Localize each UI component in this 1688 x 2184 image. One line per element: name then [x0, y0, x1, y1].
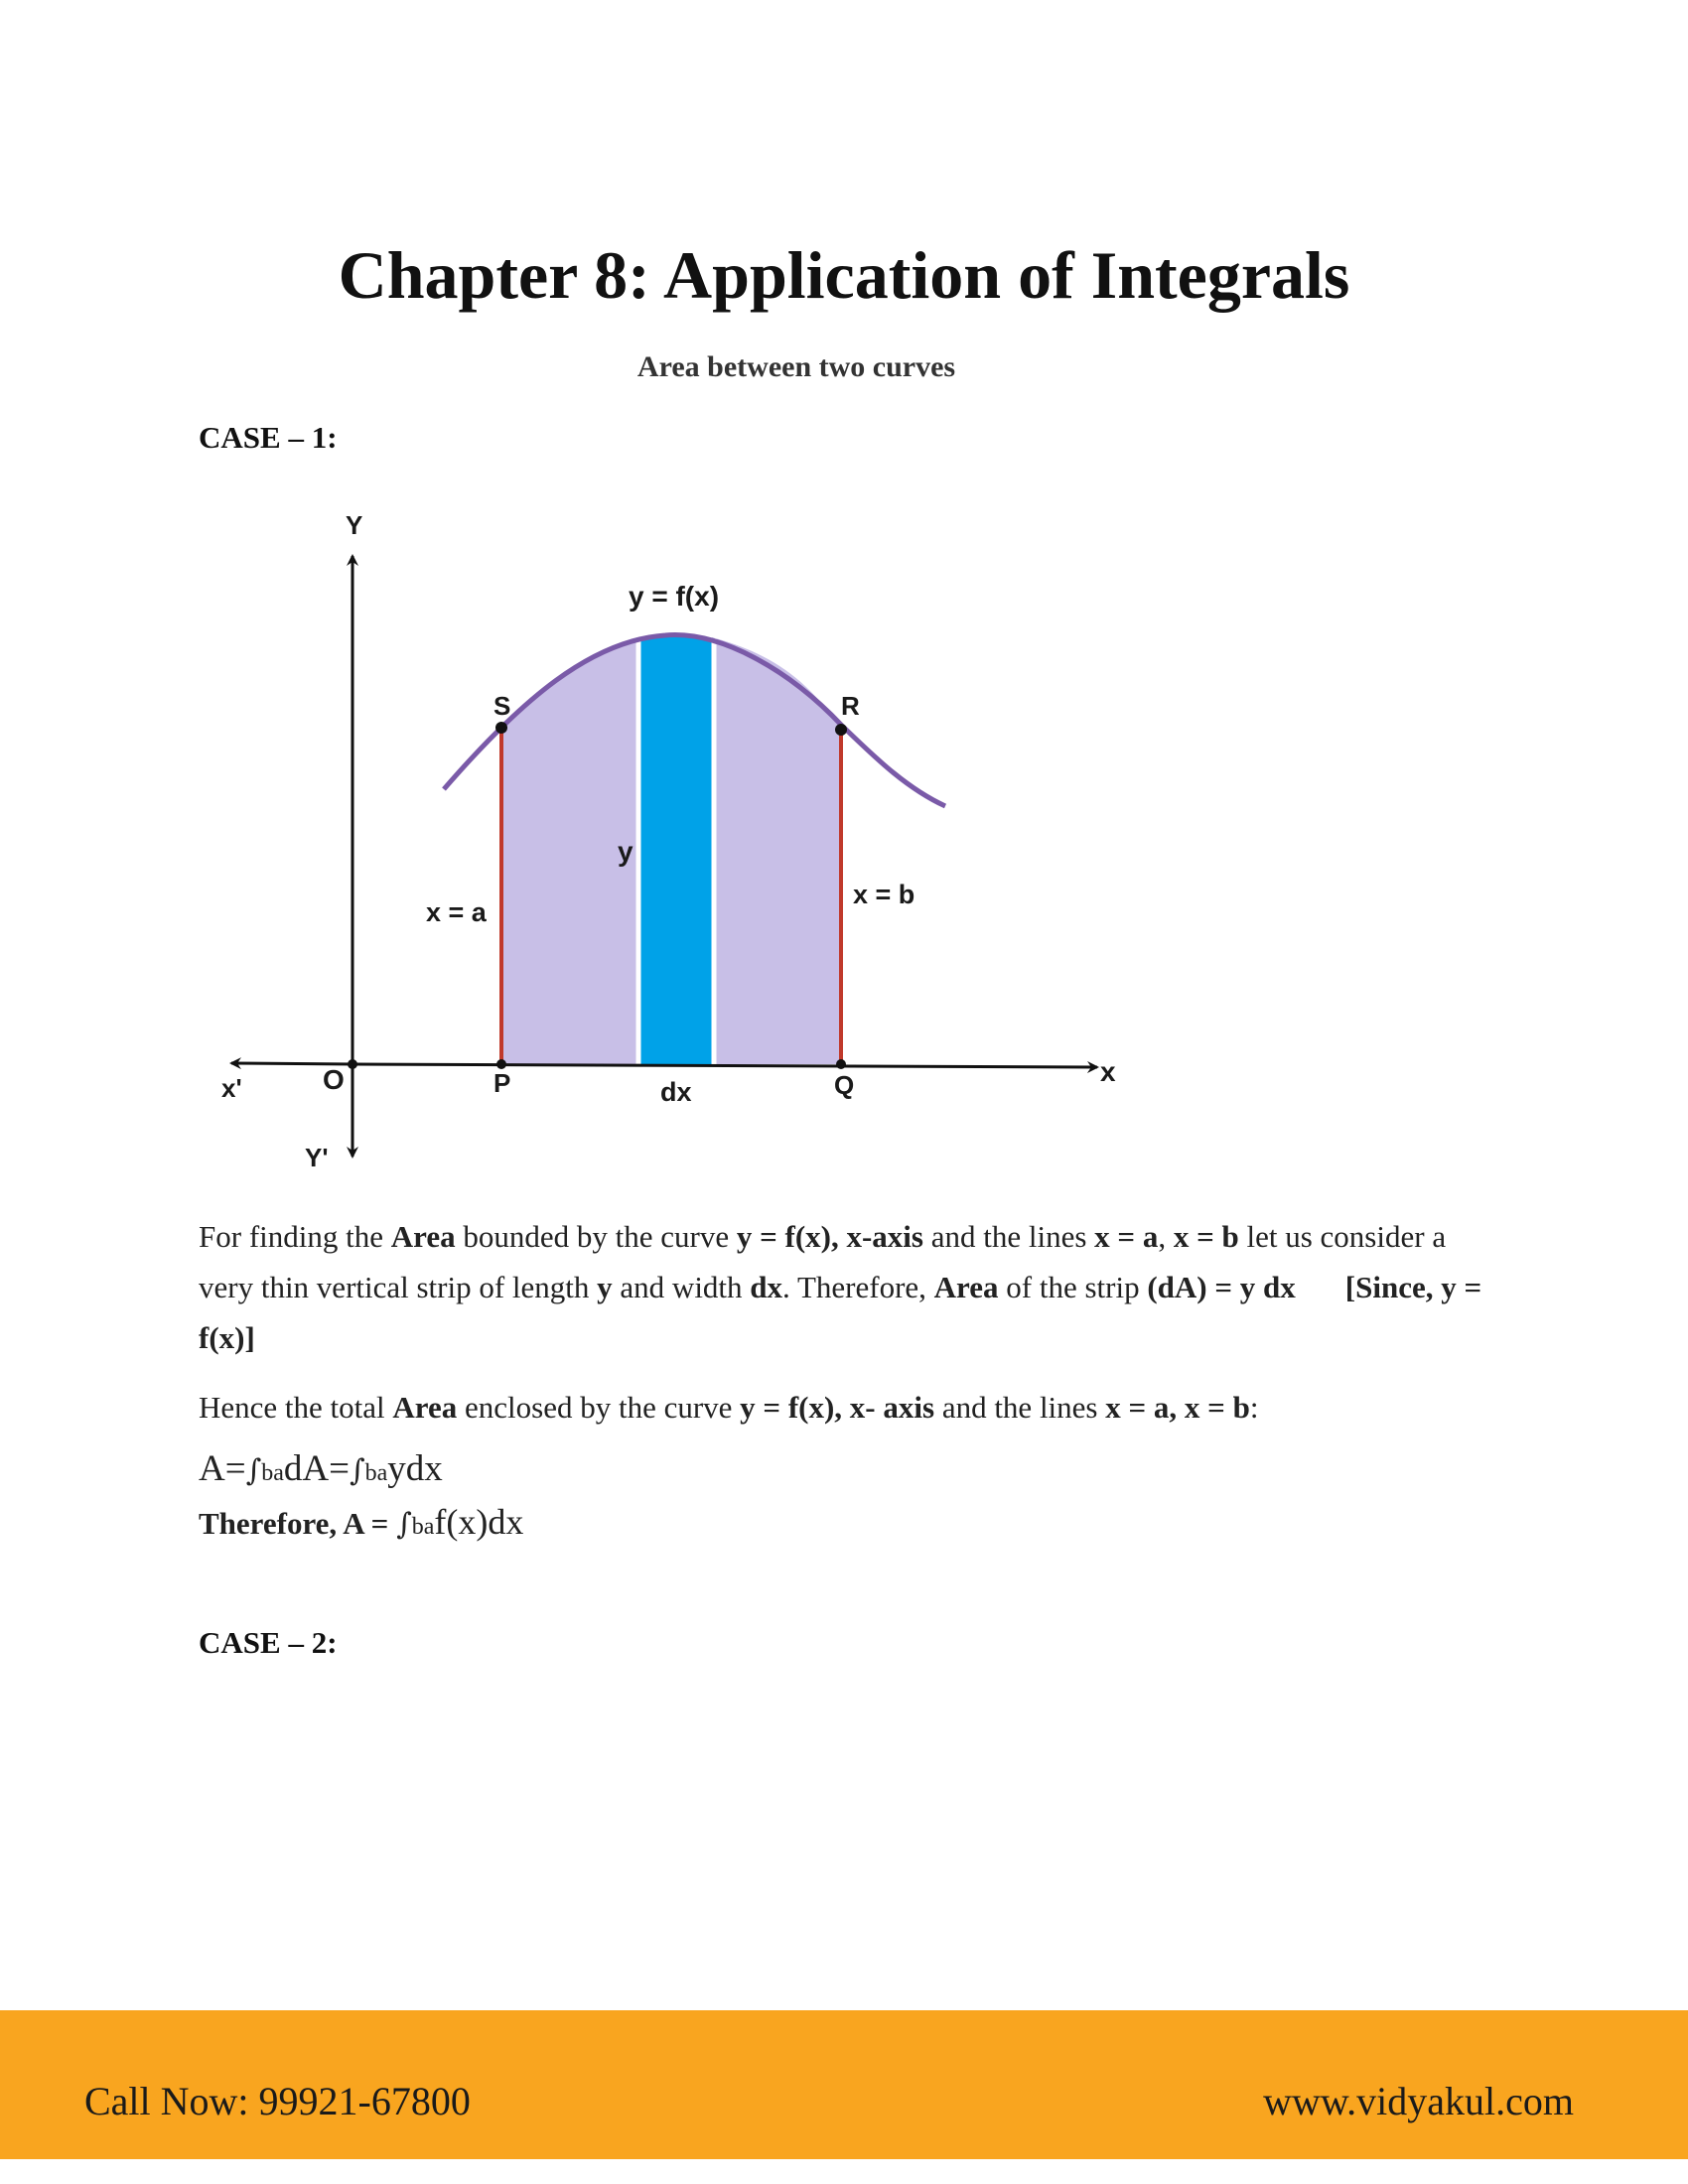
strip-height-label: y [618, 836, 633, 867]
footer-phone: Call Now: 99921-67800 [84, 2079, 471, 2123]
y-axis-label: Y [346, 510, 363, 540]
area-under-curve-figure [194, 501, 1167, 1191]
footer-banner [0, 2010, 1688, 2159]
x-axis-label: x [1100, 1056, 1116, 1087]
paragraph-area-strip: For finding the Area bounded by the curve y = f(x), x-axis and the lines x = a, x = b let us consider a very thin vertical strip of length y and width dx. Therefore, Area of the strip (dA) = y dx [Since, y = f(x)] [199, 1219, 1482, 1355]
point-q-label: Q [834, 1070, 855, 1100]
point-s-label: S [493, 691, 511, 721]
thin-strip [640, 634, 713, 1064]
point-p-label: P [493, 1068, 511, 1098]
formula-area-integral: A=∫badA=∫baydx [199, 1448, 443, 1489]
point-r-label: R [841, 691, 860, 721]
case-2-heading: CASE – 2: [199, 1625, 338, 1660]
point-s-dot [495, 722, 507, 734]
curve-label: y = f(x) [629, 581, 720, 612]
page-title: Chapter 8: Application of Integrals [338, 237, 1350, 313]
footer-website[interactable]: www.vidyakul.com [1263, 2079, 1574, 2123]
formula-therefore: Therefore, A = ∫baf(x)dx [199, 1502, 524, 1542]
paragraph-total-area: Hence the total Area enclosed by the curve y = f(x), x- axis and the lines x = a, x = b: [199, 1390, 1259, 1425]
strip-width-label: dx [660, 1077, 692, 1107]
point-q-dot [836, 1059, 846, 1069]
origin-dot [348, 1059, 357, 1069]
point-r-dot [835, 724, 847, 736]
section-subtitle: Area between two curves [636, 350, 956, 383]
x-axis [355, 1064, 1097, 1067]
origin-label: O [323, 1064, 345, 1095]
case-1-heading: CASE – 1: [199, 420, 338, 455]
line-b-label: x = b [853, 880, 915, 909]
line-a-label: x = a [426, 897, 487, 927]
x-axis-neg-label: x' [221, 1073, 242, 1103]
y-axis-neg-label: Y' [305, 1143, 329, 1172]
shaded-region-right [712, 637, 841, 1064]
